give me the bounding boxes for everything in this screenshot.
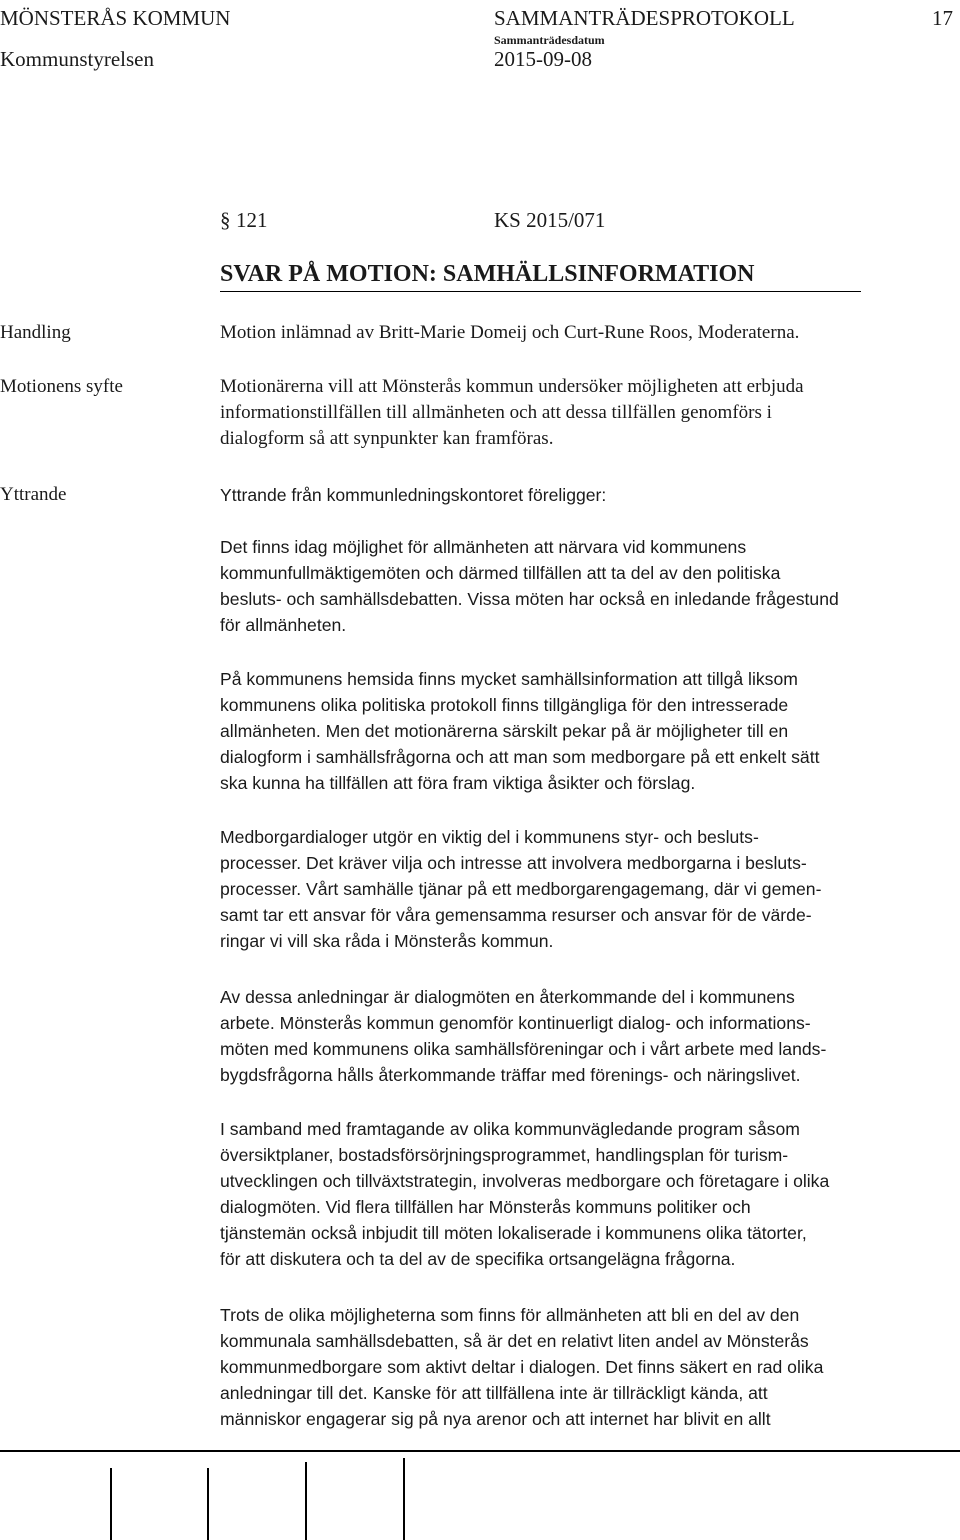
handling-text: Motion inlämnad av Britt-Marie Domeij och Curt-Rune Roos, Moderaterna. (220, 322, 800, 343)
text-line: Yttrande från kommunledningskontoret föreligger: (220, 485, 607, 505)
label-yttrande: Yttrande (0, 484, 67, 505)
text-line: människor engagerar sig på nya arenor och att internet har blivit en allt (220, 1409, 771, 1429)
signature-box-divider (403, 1458, 405, 1540)
text-line: allmänheten. Men det motionärerna särskilt pekar på är möjligheter till en (220, 721, 789, 741)
paragraph-4 (220, 984, 940, 1088)
case-title: SVAR PÅ MOTION: SAMHÄLLSINFORMATION (220, 261, 755, 287)
text-line: kommunmedborgare som aktivt deltar i dialogen. Det finns säkert en rad olika (220, 1357, 824, 1377)
text-line: översiktplaner, bostadsförsörjningsprogrammet, handlingsplan för turism- (220, 1145, 789, 1165)
paragraph-1 (220, 534, 940, 638)
case-reference: KS 2015/071 (494, 208, 606, 232)
paragraph-2 (220, 666, 940, 796)
text-line: processer. Det kräver vilja och intresse att involvera medborgarna i besluts- (220, 853, 807, 873)
municipality-name: MÖNSTERÅS KOMMUN (0, 6, 231, 30)
text-line: kommunfullmäktigemöten och därmed tillfällen att ta del av den politiska (220, 563, 781, 583)
paragraph-6 (220, 1302, 940, 1432)
text-line: tjänstemän också inbjudit till möten lokaliserade i kommunens olika tätorter, (220, 1223, 807, 1243)
signature-box-top-line (0, 1450, 960, 1452)
text-line: utvecklingen och tillväxtstrategin, involveras medborgare och företagare i olika (220, 1171, 830, 1191)
text-line: ska kunna ha tillfällen att föra fram viktiga åsikter och förslag. (220, 773, 696, 793)
text-line: för att diskutera och ta del av de specifika ortsangelägna frågorna. (220, 1249, 736, 1269)
meeting-date: 2015-09-08 (494, 47, 592, 71)
protocol-title: SAMMANTRÄDESPROTOKOLL (494, 6, 795, 30)
signature-box-divider (207, 1468, 209, 1540)
text-line: kommunala samhällsdebatten, så är det en relativt liten andel av Mönsterås (220, 1331, 809, 1351)
text-line: processer. Vårt samhälle tjänar på ett medborgarengagemang, där vi gemen- (220, 879, 822, 899)
text-line: dialogform i samhällsfrågorna och att man som medborgare på ett enkelt sätt (220, 747, 820, 767)
signature-box-divider (305, 1462, 307, 1540)
signature-box-divider (110, 1468, 112, 1540)
paragraph-5 (220, 1116, 940, 1272)
text-line: ringar vi vill ska råda i Mönsterås kommun. (220, 931, 554, 951)
text-line: bygdsfrågorna hålls återkommande träffar med förenings- och näringslivet. (220, 1065, 801, 1085)
text-line: arbete. Mönsterås kommun genomför kontinuerligt dialog- och informations- (220, 1013, 811, 1033)
text-line: Av dessa anledningar är dialogmöten en återkommande del i kommunens (220, 987, 795, 1007)
text-line: besluts- och samhällsdebatten. Vissa möten har också en inledande frågestund (220, 589, 839, 609)
label-handling: Handling (0, 322, 71, 343)
syfte-paragraph (220, 374, 940, 452)
paragraph-3 (220, 824, 940, 954)
text-line: för allmänheten. (220, 615, 347, 635)
text-line: dialogmöten. Vid flera tillfällen har Mönsterås kommuns politiker och (220, 1197, 751, 1217)
text-line: På kommunens hemsida finns mycket samhällsinformation att tillgå liksom (220, 669, 798, 689)
label-motionens-syfte: Motionens syfte (0, 376, 123, 397)
date-label: Sammanträdesdatum (494, 33, 605, 47)
text-line: samt tar ett ansvar för våra gemensamma resurser och ansvar för de värde- (220, 905, 812, 925)
text-line: Medborgardialoger utgör en viktig del i kommunens styr- och besluts- (220, 827, 759, 847)
text-line: informationstillfällen till allmänheten och att dessa tillfällen genomförs i (220, 402, 772, 423)
section-symbol: § (220, 208, 231, 232)
text-line: dialogform så att synpunkter kan framföras. (220, 428, 554, 449)
title-underline (220, 291, 861, 292)
page-number: 17 (932, 6, 953, 30)
text-line: Motionärerna vill att Mönsterås kommun undersöker möjligheten att erbjuda (220, 376, 804, 397)
text-line: anledningar till det. Kanske för att tillfällena inte är tillräckligt kända, att (220, 1383, 768, 1403)
text-line: kommunens olika politiska protokoll finns tillgängliga för den intresserade (220, 695, 789, 715)
text-line: Det finns idag möjlighet för allmänheten att närvara vid kommunens (220, 537, 747, 557)
text-line: möten med kommunens olika samhällsföreningar och i vårt arbete med lands- (220, 1039, 827, 1059)
board-name: Kommunstyrelsen (0, 47, 154, 71)
yttrande-intro (220, 482, 940, 508)
text-line: Trots de olika möjligheterna som finns för allmänheten att bli en del av den (220, 1305, 800, 1325)
section-number: 121 (236, 208, 268, 232)
text-line: I samband med framtagande av olika kommunvägledande program såsom (220, 1119, 800, 1139)
